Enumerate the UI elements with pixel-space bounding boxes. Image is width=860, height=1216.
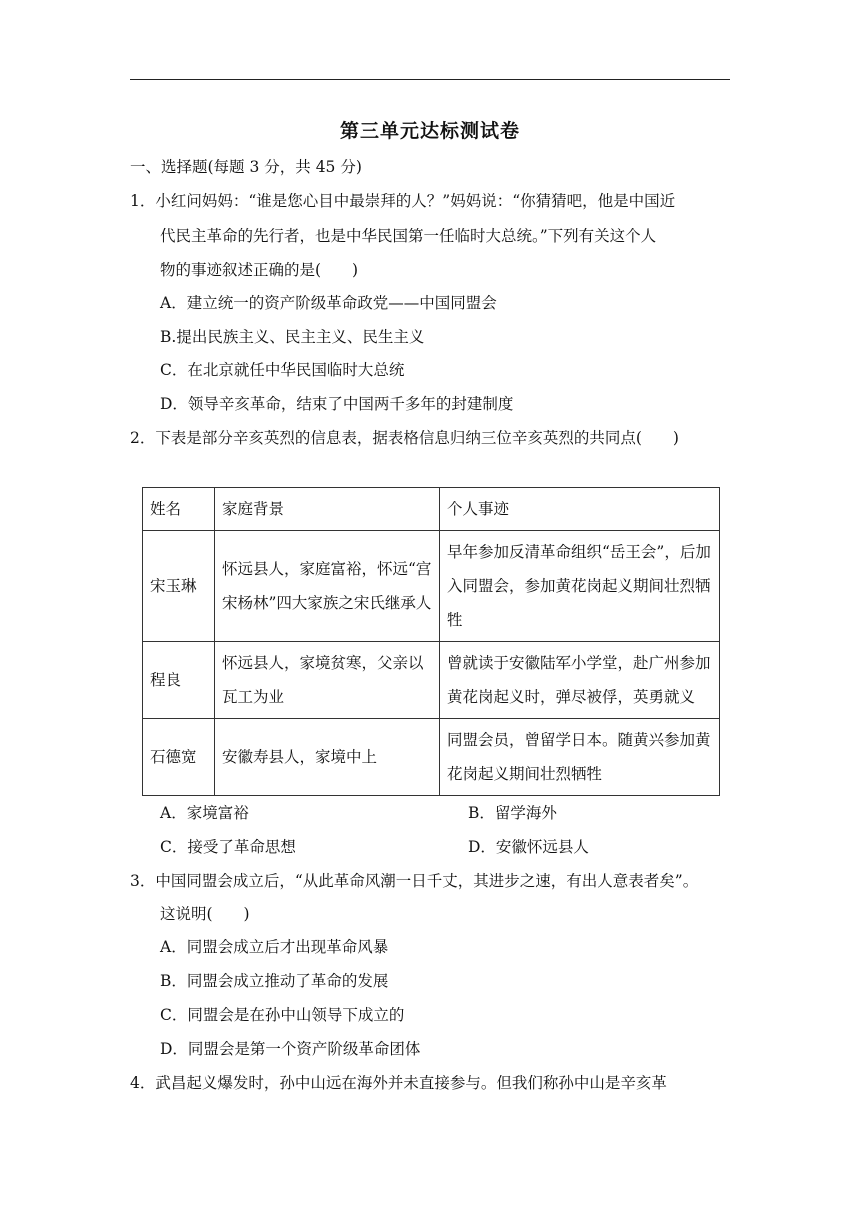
q1-option-b: B.提出民族主义、民主主义、民生主义 (160, 328, 425, 346)
q3-option-a: A．同盟会成立后才出现革命风暴 (160, 938, 389, 956)
section-heading: 一、选择题(每题 3 分，共 45 分) (130, 158, 362, 176)
q3-stem-line-1: 3．中国同盟会成立后，“从此革命风潮一日千丈，其进步之速，有出人意表者矣”。 (130, 872, 699, 890)
table-header-deeds: 个人事迹 (440, 488, 720, 531)
top-rule (130, 79, 730, 80)
table-cell-background: 怀远县人，家境贫寒，父亲以瓦工为业 (215, 642, 440, 719)
q2-option-b: B．留学海外 (468, 804, 557, 822)
table-cell-background: 怀远县人，家庭富裕，怀远“宫宋杨林”四大家族之宋氏继承人 (215, 531, 440, 642)
q3-stem-line-2: 这说明( ) (160, 905, 250, 923)
q1-option-d: D．领导辛亥革命，结束了中国两千多年的封建制度 (160, 395, 514, 413)
table-header-name: 姓名 (143, 488, 215, 531)
q1-stem-line-3: 物的事迹叙述正确的是( ) (160, 261, 359, 279)
table-header-row (143, 488, 720, 531)
page-title: 第三单元达标测试卷 (339, 120, 520, 142)
table-cell-deeds: 同盟会员，曾留学日本。随黄兴参加黄花岗起义期间壮烈牺牲 (440, 719, 720, 796)
table-cell-name: 石德宽 (143, 719, 215, 796)
q1-option-a: A．建立统一的资产阶级革命政党——中国同盟会 (160, 294, 497, 312)
table-cell-deeds: 曾就读于安徽陆军小学堂，赴广州参加黄花岗起义时，弹尽被俘，英勇就义 (440, 642, 720, 719)
q2-option-d: D．安徽怀远县人 (468, 838, 589, 856)
q3-option-c: C．同盟会是在孙中山领导下成立的 (160, 1006, 405, 1024)
table-row (143, 642, 720, 719)
table-cell-deeds: 早年参加反清革命组织“岳王会”，后加入同盟会，参加黄花岗起义期间壮烈牺牲 (440, 531, 720, 642)
q2-option-c: C．接受了革命思想 (160, 838, 296, 856)
table-cell-background: 安徽寿县人，家境中上 (215, 719, 440, 796)
q1-stem-line-2: 代民主革命的先行者，也是中华民国第一任临时大总统。”下列有关这个人 (160, 227, 657, 245)
table-header-background: 家庭背景 (215, 488, 440, 531)
q2-stem: 2．下表是部分辛亥英烈的信息表，据表格信息归纳三位辛亥英烈的共同点( ) (130, 429, 679, 447)
hero-info-table (142, 487, 720, 796)
table-cell-name: 宋玉琳 (143, 531, 215, 642)
table-cell-name: 程良 (143, 642, 215, 719)
q3-option-d: D．同盟会是第一个资产阶级革命团体 (160, 1040, 421, 1058)
q3-option-b: B．同盟会成立推动了革命的发展 (160, 972, 389, 990)
q4-stem: 4．武昌起义爆发时，孙中山远在海外并未直接参与。但我们称孙中山是辛亥革 (130, 1074, 667, 1092)
table-row (143, 531, 720, 642)
q1-stem-line-1: 1．小红问妈妈：“谁是您心目中最崇拜的人？”妈妈说：“你猜猜吧，他是中国近 (130, 192, 676, 210)
table-row (143, 719, 720, 796)
q1-option-c: C．在北京就任中华民国临时大总统 (160, 361, 405, 379)
q2-option-a: A．家境富裕 (160, 804, 249, 822)
